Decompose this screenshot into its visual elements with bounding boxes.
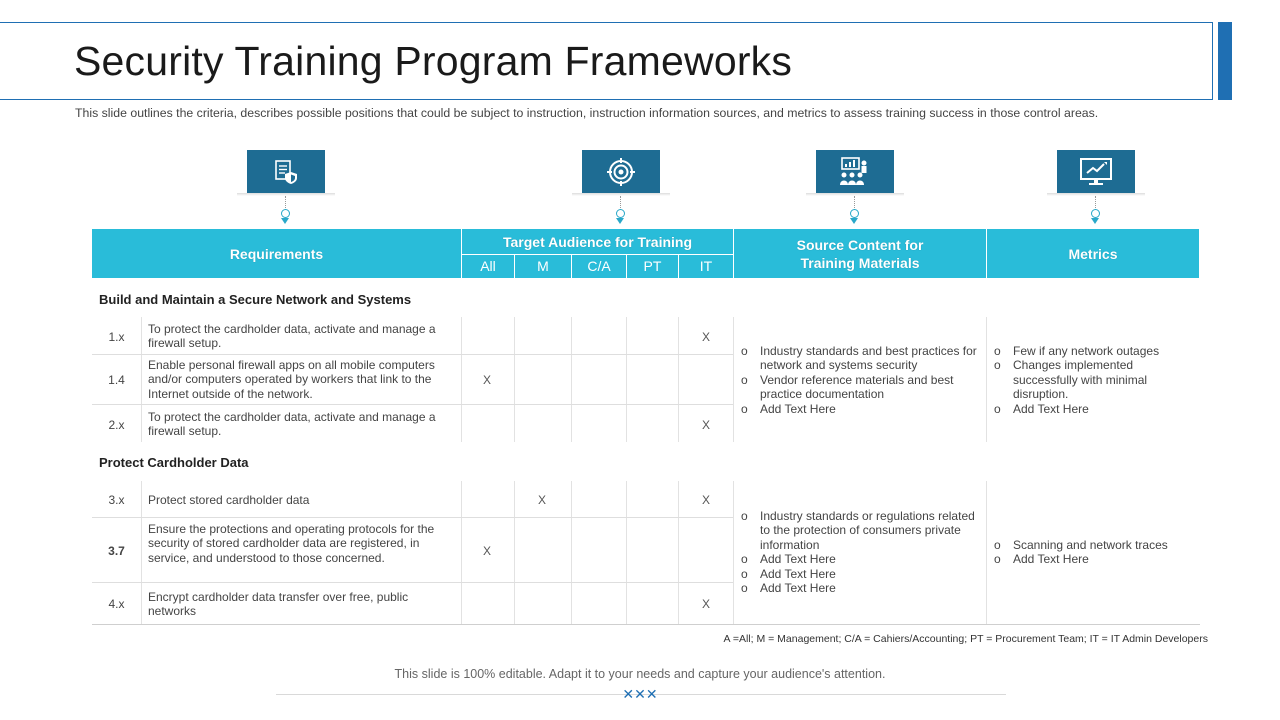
row-number: 4.x — [108, 597, 125, 611]
header-source-content — [734, 229, 986, 278]
metrics-list-network — [994, 344, 1194, 416]
slide-description: This slide outlines the criteria, describes possible positions that could be subject to instruction, instruction information sources, and metrics to assess training success in those control areas. — [75, 106, 1099, 120]
mark-it: X — [701, 330, 710, 344]
metrics-icon-block — [1057, 150, 1135, 225]
document-shield-icon — [247, 150, 325, 193]
list-item: o Vendor reference materials and best practice documentation — [741, 373, 986, 402]
row-number: 2.x — [108, 418, 125, 432]
row-requirement: Protect stored cardholder data — [148, 493, 310, 507]
row-requirement: To protect the cardholder data, activate and manage a firewall setup. — [148, 322, 436, 351]
list-item: o Add Text Here — [741, 402, 986, 416]
presentation-audience-icon — [816, 150, 894, 193]
row-requirement: Ensure the protections and operating protocols for the security of stored cardholder data are registered, in service, and understood to those concerned. — [148, 522, 435, 565]
row-requirement: To protect the cardholder data, activate and manage a firewall setup. — [148, 410, 436, 439]
sub-header-m: M — [514, 254, 571, 278]
pin-marker — [1091, 209, 1100, 218]
title-box — [0, 22, 1213, 100]
sub-header-all: All — [462, 254, 514, 278]
list-item: o Add Text Here — [741, 552, 986, 566]
mark-all: X — [482, 373, 491, 387]
row-requirement: Encrypt cardholder data transfer over free, public networks — [148, 590, 409, 619]
accent-bar — [1218, 22, 1232, 100]
row-number: 3.x — [108, 493, 125, 507]
mark-all: X — [482, 544, 491, 558]
monitor-chart-icon — [1057, 150, 1135, 193]
mark-m: X — [537, 493, 546, 507]
header-requirements: Requirements — [92, 229, 461, 278]
requirements-icon-block — [247, 150, 325, 225]
list-item: o Industry standards or regulations related to the protection of consumers private information — [741, 509, 986, 552]
metrics-list-cardholder — [994, 538, 1194, 567]
list-item: o Industry standards and best practices for network and systems security — [741, 344, 986, 373]
pin-marker — [616, 209, 625, 218]
sub-header-ca: C/A — [571, 254, 626, 278]
source-list-cardholder — [741, 509, 986, 595]
header-target-audience: Target Audience for Training — [462, 229, 733, 254]
legend-abbreviations: A =All; M = Management; C/A = Cahiers/Accounting; PT = Procurement Team; IT = IT Admin Developers — [723, 633, 1208, 645]
footer-cross-marks: ✕✕✕ — [622, 686, 658, 702]
mark-it: X — [701, 597, 710, 611]
audience-icon-block — [582, 150, 660, 225]
header-source-line2: Training Materials — [800, 254, 920, 271]
page-title: Security Training Program Frameworks — [74, 38, 793, 84]
mark-it: X — [701, 493, 710, 507]
sub-header-pt: PT — [626, 254, 678, 278]
source-icon-block — [816, 150, 894, 225]
source-list-network — [741, 344, 986, 416]
list-item: o Add Text Here — [994, 552, 1194, 566]
section-title-network: Build and Maintain a Secure Network and Systems — [99, 292, 412, 307]
mark-it: X — [701, 418, 710, 432]
row-number: 1.x — [108, 330, 125, 344]
list-item: o Few if any network outages — [994, 344, 1194, 358]
row-number: 1.4 — [108, 373, 125, 387]
target-icon — [582, 150, 660, 193]
list-item: o Add Text Here — [741, 567, 986, 581]
pin-marker — [281, 209, 290, 218]
section-title-cardholder: Protect Cardholder Data — [99, 455, 249, 470]
list-item: o Scanning and network traces — [994, 538, 1194, 552]
pin-marker — [850, 209, 859, 218]
list-item: o Add Text Here — [994, 402, 1194, 416]
sub-header-it: IT — [678, 254, 733, 278]
header-source-line1: Source Content for — [796, 236, 924, 253]
list-item: o Changes implemented successfully with minimal disruption. — [994, 358, 1194, 401]
footer-note: This slide is 100% editable. Adapt it to your needs and capture your audience's attention. — [394, 667, 886, 681]
header-metrics: Metrics — [987, 229, 1199, 278]
row-requirement: Enable personal firewall apps on all mobile computers and/or computers operated by workers that link to the Internet outside of the network. — [148, 358, 435, 401]
row-number: 3.7 — [108, 544, 125, 558]
list-item: o Add Text Here — [741, 581, 986, 595]
